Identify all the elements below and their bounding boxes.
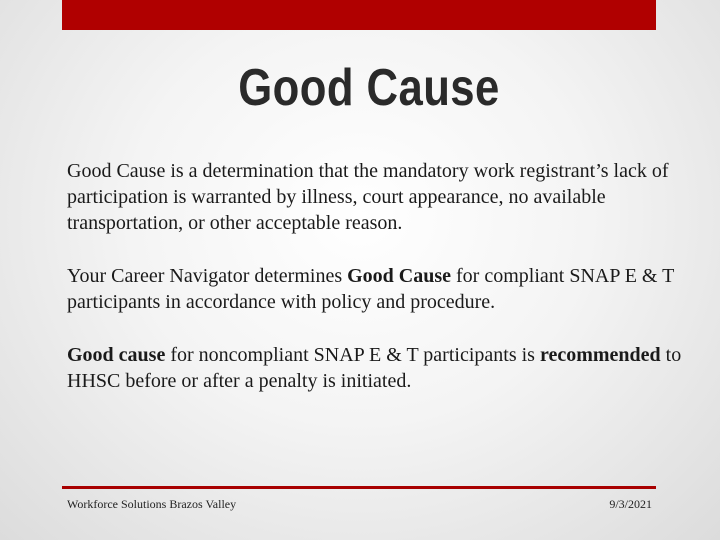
paragraph-2-text-a: Your Career Navigator determines: [67, 265, 348, 287]
footer-date: 9/3/2021: [609, 497, 652, 511]
paragraph-3-term: Good cause: [67, 344, 166, 366]
paragraph-2-term: Good Cause: [347, 265, 452, 287]
paragraph-3: [67, 342, 687, 394]
paragraph-1: [67, 158, 687, 236]
paragraph-3-text-a: for noncompliant SNAP E & T participants is: [165, 344, 540, 366]
paragraph-3-emphasis: recommended: [539, 344, 661, 366]
paragraph-3-text-b: to HHSC before or after a penalty is initiated.: [67, 344, 682, 392]
paragraph-2-text-b: for compliant SNAP E & T participants in accordance with policy and procedure.: [67, 265, 674, 313]
footer-organization: Workforce Solutions Brazos Valley: [67, 497, 237, 511]
footer-divider: [62, 486, 656, 489]
top-accent-bar: [62, 0, 656, 30]
paragraph-2: [67, 263, 687, 315]
paragraph-1-term: Good Cause: [67, 160, 166, 182]
slide-title: Good Cause: [238, 59, 500, 117]
slide-body: [67, 158, 687, 421]
paragraph-1-text: is a determination that the mandatory work registrant’s lack of participation is warranted by illness, court appearance, no available transportation, or other acceptable reason.: [67, 160, 669, 234]
